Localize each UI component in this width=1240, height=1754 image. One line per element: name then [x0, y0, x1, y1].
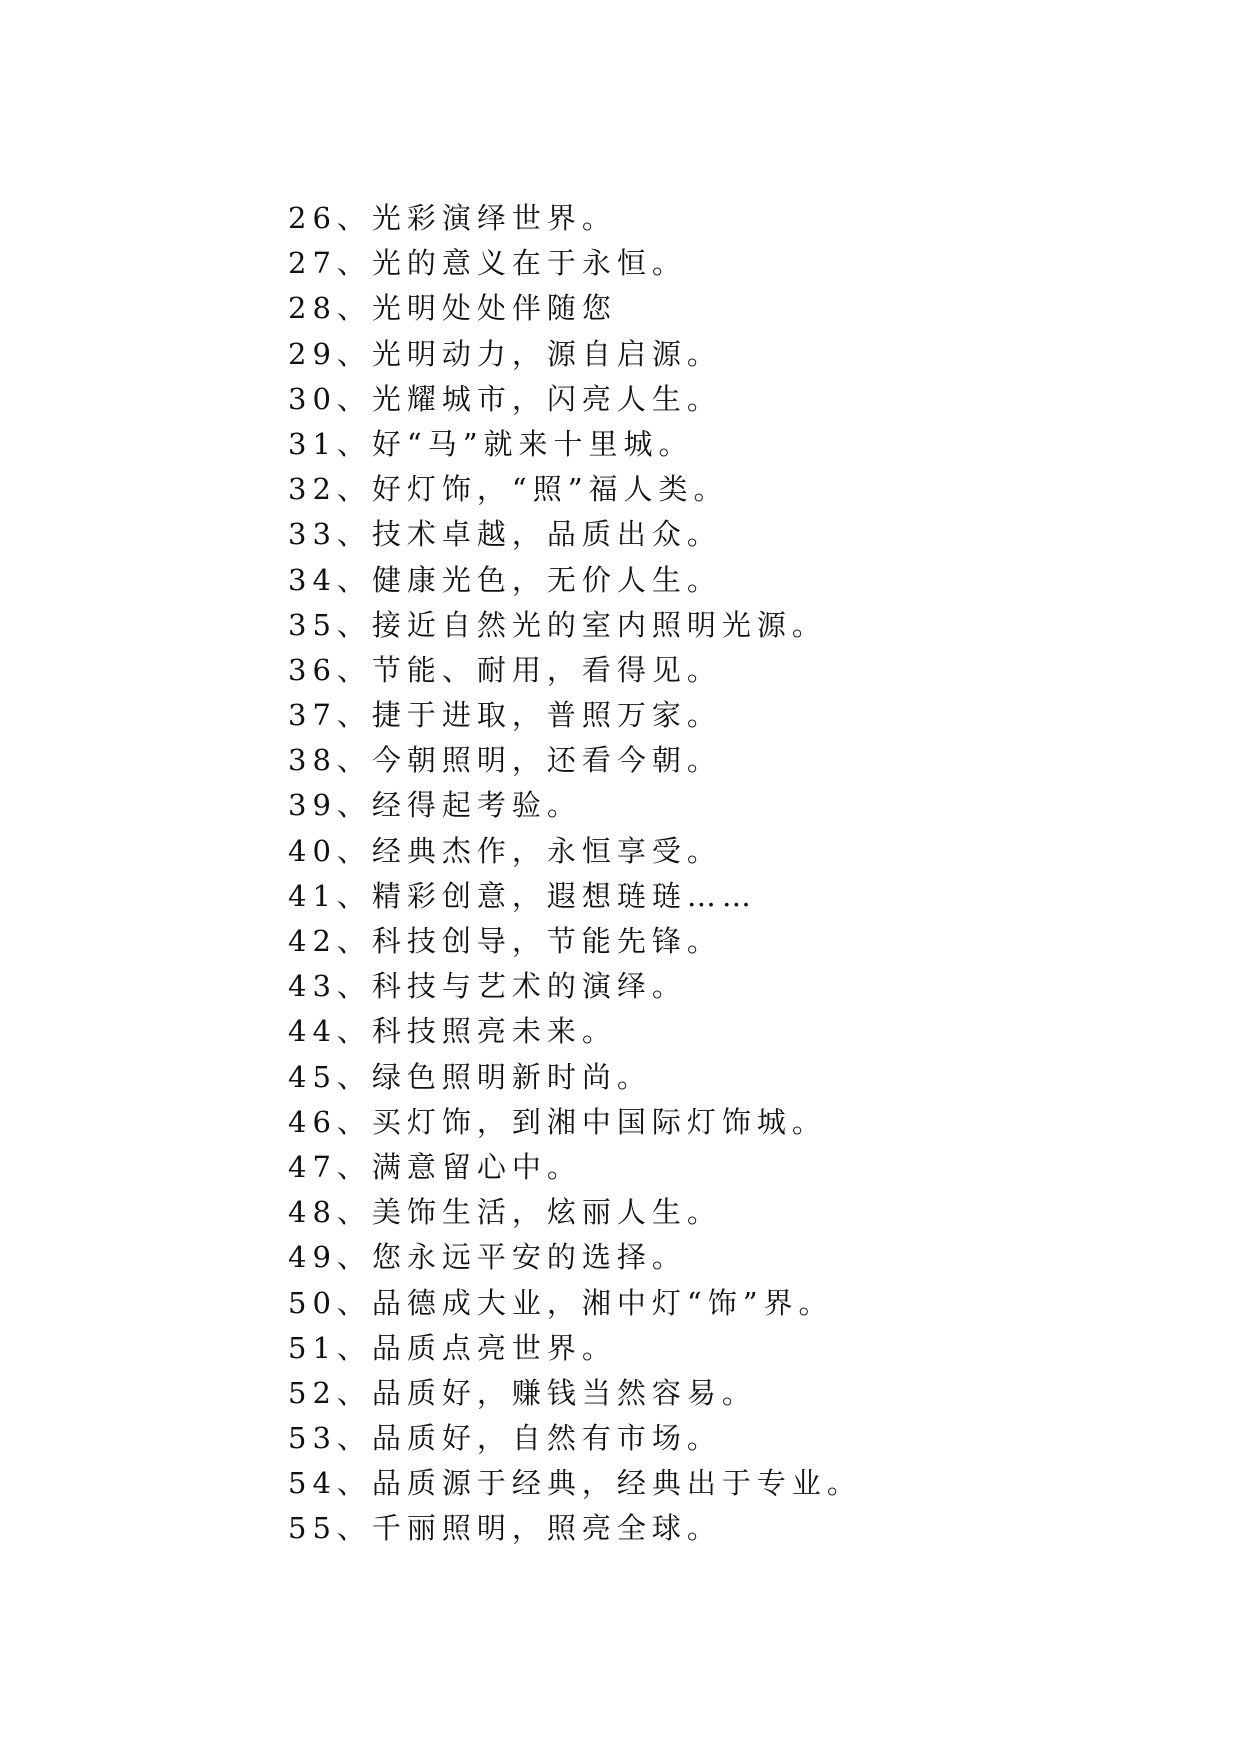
list-item: 50、品德成大业，湘中灯“饰”界。	[288, 1285, 834, 1320]
list-item: 39、经得起考验。	[288, 788, 582, 823]
list-item: 55、千丽照明，照亮全球。	[288, 1511, 722, 1546]
list-item: 41、精彩创意，遐想琏琏……	[288, 878, 757, 913]
list-item: 54、品质源于经典，经典出于专业。	[288, 1466, 862, 1501]
list-item: 45、绿色照明新时尚。	[288, 1059, 652, 1094]
list-item: 43、科技与艺术的演绎。	[288, 969, 687, 1004]
list-item: 46、买灯饰，到湘中国际灯饰城。	[288, 1104, 827, 1139]
list-item: 49、您永远平安的选择。	[288, 1240, 687, 1275]
list-item: 40、经典杰作，永恒享受。	[288, 833, 722, 868]
list-item: 37、捷于进取，普照万家。	[288, 698, 722, 733]
list-item: 26、光彩演绎世界。	[288, 201, 617, 235]
list-item: 35、接近自然光的室内照明光源。	[288, 607, 827, 642]
list-item: 51、品质点亮世界。	[288, 1330, 617, 1365]
list-item: 53、品质好，自然有市场。	[288, 1421, 722, 1456]
list-item: 36、节能、耐用，看得见。	[288, 652, 722, 687]
list-item: 47、满意留心中。	[288, 1149, 582, 1184]
list-item: 42、科技创导，节能先锋。	[288, 924, 722, 958]
list-item: 33、技术卓越，品质出众。	[288, 517, 722, 552]
list-item: 38、今朝照明，还看今朝。	[288, 743, 722, 778]
list-item: 31、好“马”就来十里城。	[288, 426, 694, 461]
list-item: 52、品质好，赚钱当然容易。	[288, 1375, 757, 1410]
list-item: 30、光耀城市，闪亮人生。	[288, 381, 722, 416]
list-item: 34、健康光色，无价人生。	[288, 562, 722, 597]
list-item: 28、光明处处伴随您	[288, 291, 617, 326]
slogan-list	[288, 196, 862, 1552]
list-item: 27、光的意义在于永恒。	[288, 246, 687, 281]
list-item: 48、美饰生活，炫丽人生。	[288, 1195, 722, 1230]
list-item: 32、好灯饰，“照”福人类。	[288, 472, 729, 507]
list-item: 44、科技照亮未来。	[288, 1014, 617, 1049]
list-item: 29、光明动力，源自启源。	[288, 336, 722, 371]
